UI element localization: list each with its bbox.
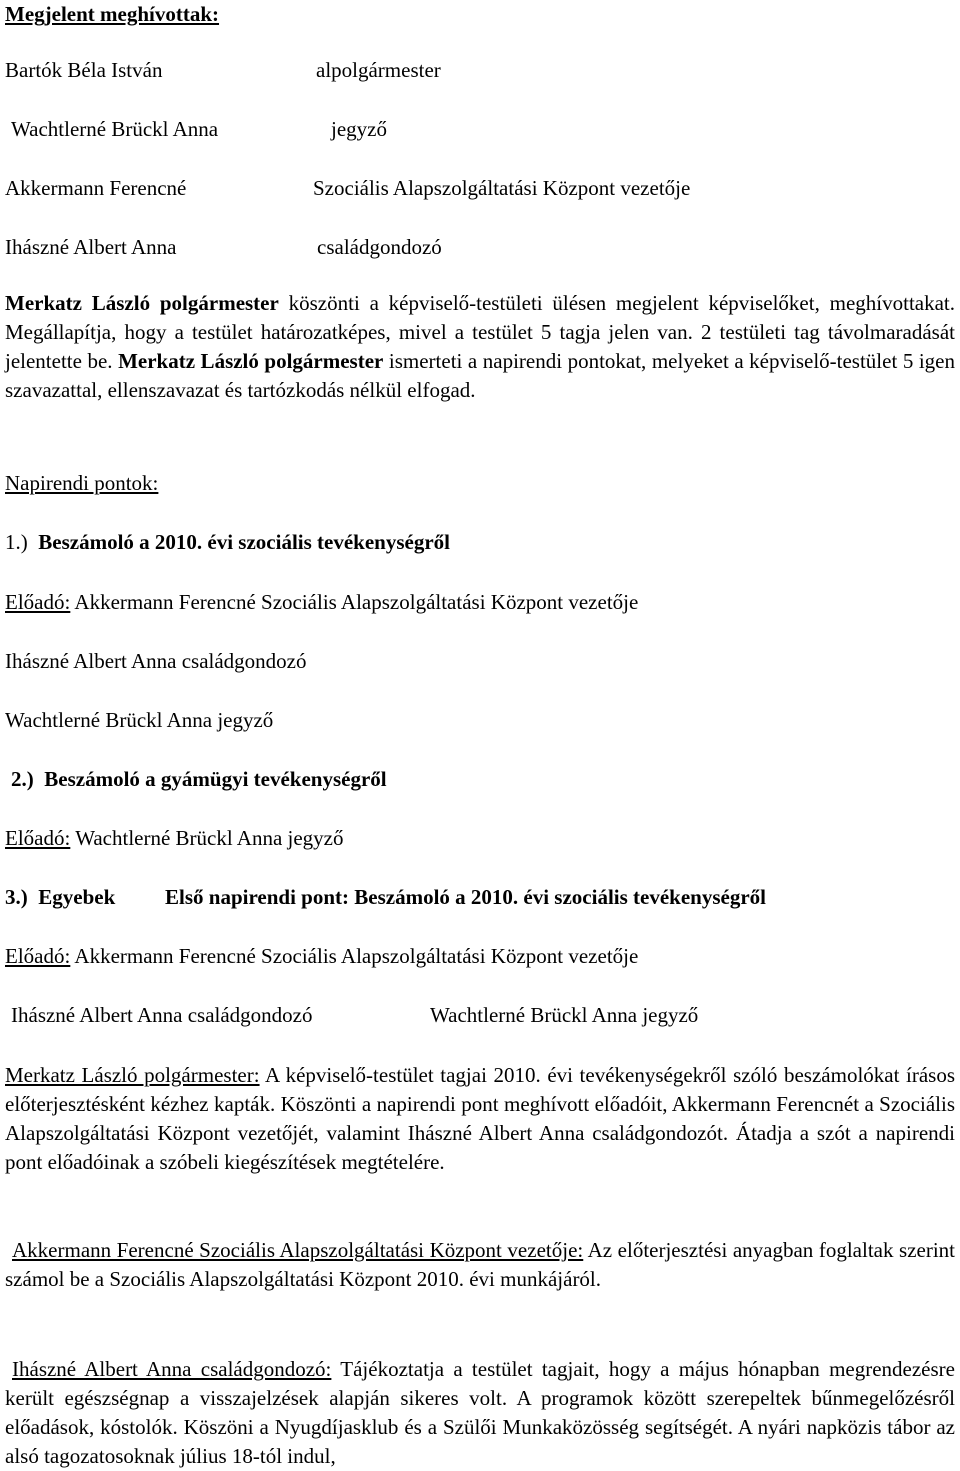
presenter-line [5,942,638,971]
presenter-line: Wachtlerné Brückl Anna jegyző [430,1003,699,1027]
mayor-name: Merkatz László polgármester [118,349,384,373]
presenter-text: Akkermann Ferencné Szociális Alapszolgáltatási Központ vezetője [74,590,639,614]
invitee-role: alpolgármester [316,58,441,82]
speaker-text: Az előterjesztési anyagban foglaltak szerint számol be a Szociális Alapszolgáltatási Központ 2010. évi munkájáról. [5,1238,955,1291]
intro-paragraph [5,289,955,405]
speaker-text: A képviselő-testület tagjai 2010. évi tevékenységekről szóló beszámolókat írásos előterjesztésként kézhez kapták. Köszönti a napirendi pont meghívott előadóit, Akkermann Ferencnét a Szociális Alapszolgáltatási Központ vezetőjét, valamint Ihászné Albert Anna családgondozót. Átadja a szót a napirendi pont előadóinak a szóbeli kiegészítések megtételére. [5,1063,955,1174]
presenter-line: Ihászné Albert Anna családgondozó [11,1003,313,1027]
presenter-label: Előadó: [5,944,71,968]
speaker-paragraph [5,1236,955,1294]
first-point-heading: Első napirendi pont: Beszámoló a 2010. évi szociális tevékenységről [165,885,767,909]
speaker-text: Tájékoztatja a testület tagjait, hogy a május hónapban megrendezésre került egészségnap a visszajelzések alapján sikeres volt. A programok között szerepeltek bűnmegelőzésről előadások, kóstolók. Köszöni a Nyugdíjasklub és a Szülői Munkaközösség segítségét. A nyári napközis tábor az alsó tagozatosoknak július 18-tól indul, [5,1357,955,1468]
speaker-paragraph [5,1355,955,1471]
agenda-item-title: Beszámoló a 2010. évi szociális tevékenységről [38,530,451,554]
presenter-label: Előadó: [5,826,71,850]
intro-text: köszönti a képviselő-testületi ülésen megjelent képviselőket, meghívottakat. Megállapítja, hogy a testület határozatképes, mivel a testület 5 tagja jelen van. 2 testületi tag távolmaradását jelentette be. [5,291,956,373]
section-heading: Megjelent meghívottak: [5,2,220,26]
agenda-item-2 [11,765,387,794]
presenter-text: Akkermann Ferencné Szociális Alapszolgáltatási Központ vezetője [74,944,639,968]
speaker-name: Akkermann Ferencné Szociális Alapszolgáltatási Központ vezetője: [12,1238,584,1262]
agenda-item-1 [5,528,450,557]
invitee-role: jegyző [331,117,387,141]
invitee-role: Szociális Alapszolgáltatási Központ vezetője [313,176,691,200]
presenter-line: Ihászné Albert Anna családgondozó [5,649,307,673]
mayor-name: Merkatz László polgármester [5,291,279,315]
agenda-item-number: 1.) [5,530,28,554]
speaker-name: Ihászné Albert Anna családgondozó: [12,1357,332,1381]
agenda-item-title: Beszámoló a gyámügyi tevékenységről [44,767,387,791]
presenter-line: Wachtlerné Brückl Anna jegyző [5,708,274,732]
invitee-name: Akkermann Ferencné [5,176,187,200]
agenda-item-title: Egyebek [38,885,116,909]
invitee-name: Wachtlerné Brückl Anna [11,117,219,141]
speaker-paragraph [5,1061,955,1177]
agenda-heading: Napirendi pontok: [5,471,159,495]
presenter-text: Wachtlerné Brückl Anna jegyző [75,826,344,850]
agenda-item-number: 2.) [11,767,34,791]
invitee-name: Ihászné Albert Anna [5,235,177,259]
agenda-item-3 [5,883,115,912]
agenda-item-number: 3.) [5,885,28,909]
presenter-line [5,588,638,617]
speaker-name: Merkatz László polgármester: [5,1063,260,1087]
invitee-role: családgondozó [317,235,442,259]
presenter-label: Előadó: [5,590,71,614]
invitee-name: Bartók Béla István [5,58,163,82]
intro-text: ismerteti a napirendi pontokat, melyeket a képviselő-testület 5 igen szavazattal, ellenszavazat és tartózkodás nélkül elfogad. [5,349,955,402]
presenter-line [5,824,344,853]
